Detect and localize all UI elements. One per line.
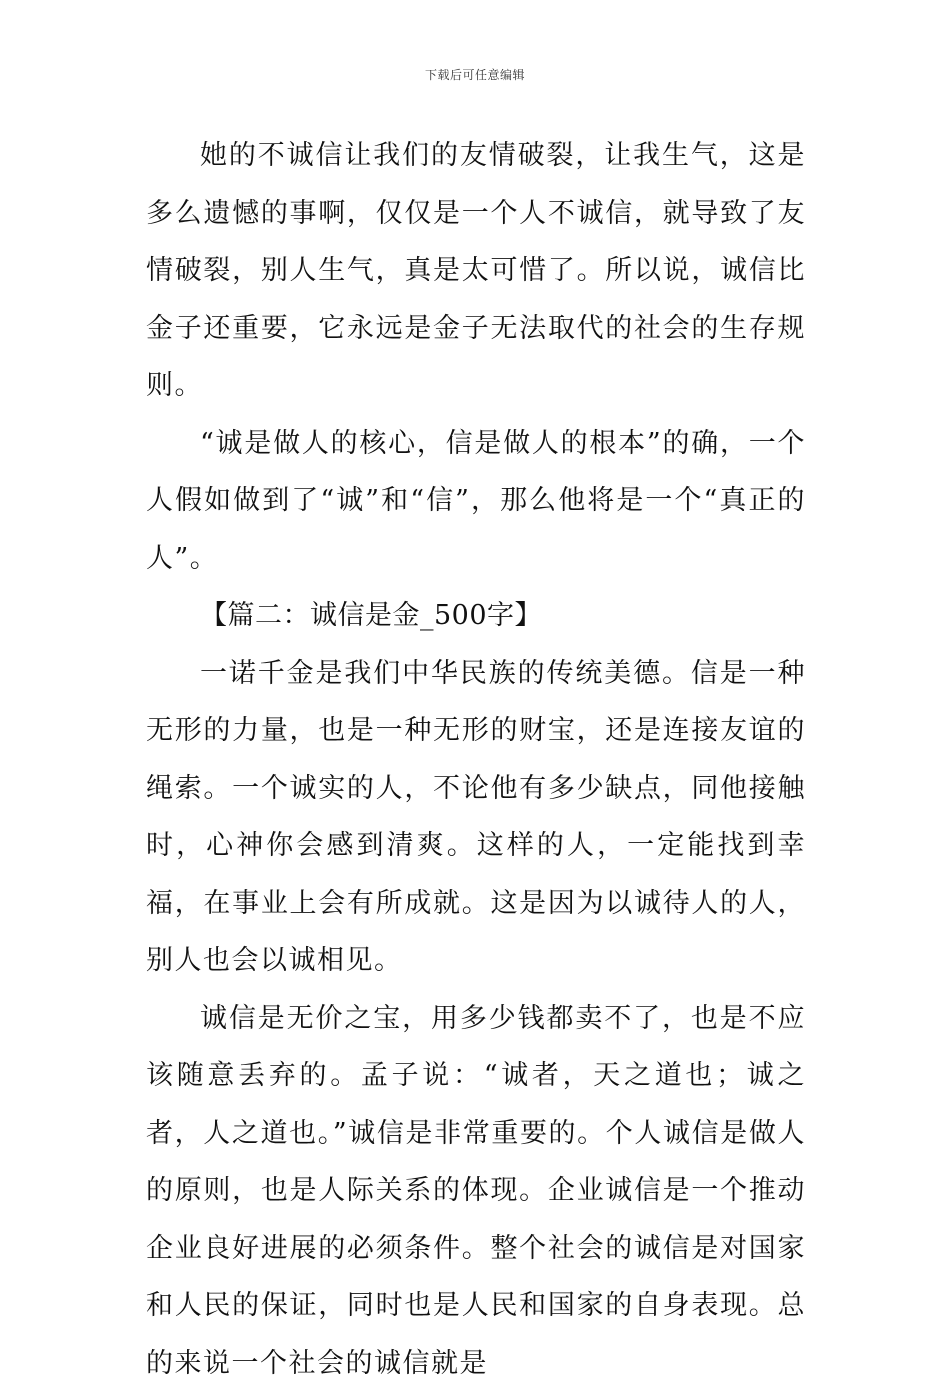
- paragraph-4: 诚信是无价之宝，用多少钱都卖不了，也是不应该随意丢弃的。孟子说：“诚者，天之道也；诚之者，人之道也。”诚信是非常重要的。个人诚信是做人的原则，也是人际关系的体现。企业诚信是一个推动企业良好进展的必须条件。整个社会的诚信是对国家和人民的保证，同时也是人民和国家的自身表现。总的来说一个社会的诚信就是: [146, 990, 806, 1392]
- section-heading: 【篇二：诚信是金_500字】: [146, 587, 806, 645]
- document-body: [146, 127, 806, 1392]
- paragraph-1: 她的不诚信让我们的友情破裂，让我生气，这是多么遗憾的事啊，仅仅是一个人不诚信，就导致了友情破裂，别人生气，真是太可惜了。所以说，诚信比金子还重要，它永远是金子无法取代的社会的生存规则。: [146, 127, 806, 415]
- page-header-caption: 下载后可任意编辑: [0, 66, 950, 83]
- paragraph-3: 一诺千金是我们中华民族的传统美德。信是一种无形的力量，也是一种无形的财宝，还是连接友谊的绳索。一个诚实的人，不论他有多少缺点，同他接触时，心神你会感到清爽。这样的人，一定能找到幸福，在事业上会有所成就。这是因为以诚待人的人，别人也会以诚相见。: [146, 645, 806, 990]
- paragraph-2: “诚是做人的核心，信是做人的根本”的确，一个人假如做到了“诚”和“信”，那么他将是一个“真正的人”。: [146, 415, 806, 588]
